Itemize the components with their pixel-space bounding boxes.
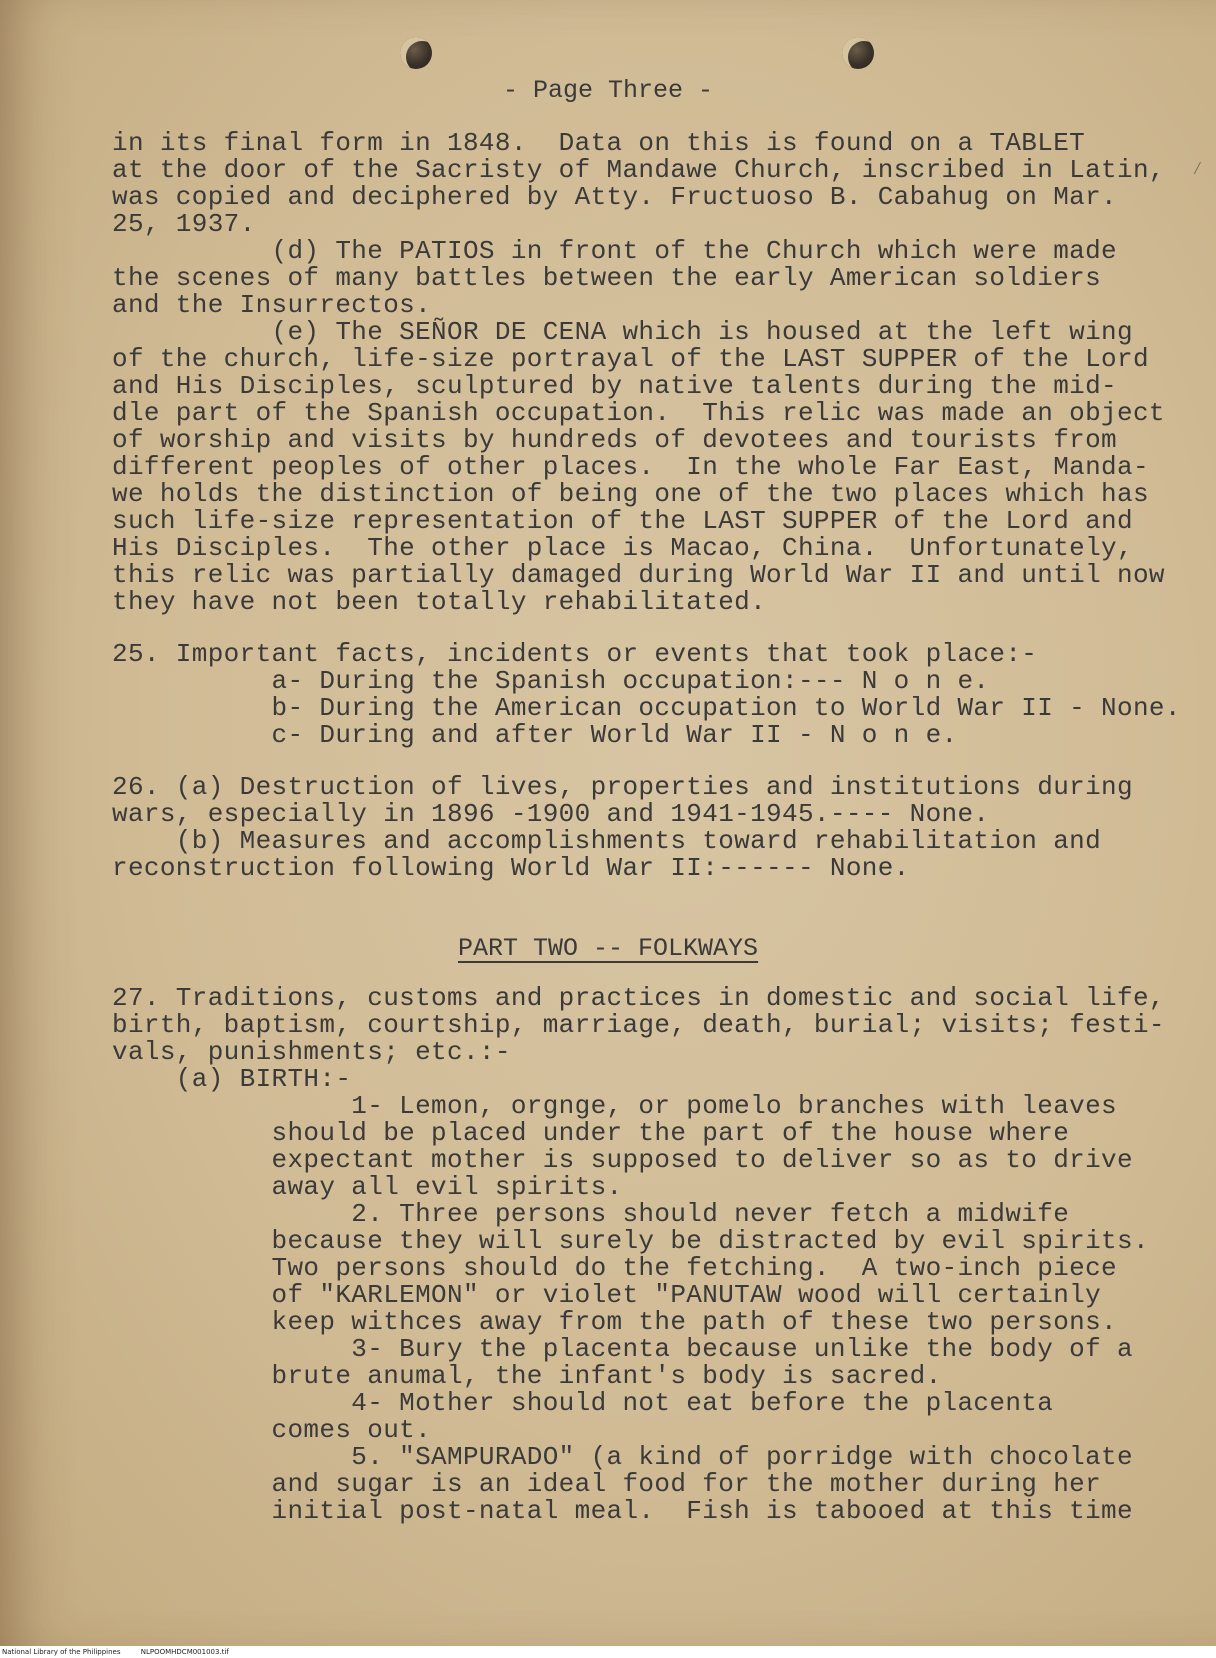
- text-line: we holds the distinction of being one of the two places which has: [112, 479, 1149, 509]
- page-title: - Page Three -: [502, 76, 714, 105]
- text-line: 2. Three persons should never fetch a midwife: [112, 1199, 1070, 1229]
- text-line: Two persons should do the fetching. A two-inch piece: [112, 1253, 1118, 1283]
- text-line: a- During the Spanish occupation:--- N o n e.: [112, 666, 990, 696]
- text-line: c- During and after World War II - N o n e.: [112, 720, 958, 750]
- text-line: comes out.: [112, 1415, 432, 1445]
- text-line: wars, especially in 1896 -1900 and 1941-1945.---- None.: [112, 799, 990, 829]
- text-line: the scenes of many battles between the early American soldiers: [112, 263, 1102, 293]
- text-line: expectant mother is supposed to deliver so as to drive: [112, 1145, 1133, 1175]
- text-line: b- During the American occupation to World War II - None.: [112, 693, 1181, 723]
- text-line: 27. Traditions, customs and practices in domestic and social life,: [112, 983, 1165, 1013]
- text-line: 25, 1937.: [112, 209, 256, 239]
- text-line: His Disciples. The other place is Macao, China. Unfortunately,: [112, 533, 1133, 563]
- text-line: and His Disciples, sculptured by native talents during the mid-: [112, 371, 1118, 401]
- text-line: (d) The PATIOS in front of the Church which were made: [112, 236, 1118, 266]
- text-line: (e) The SEÑOR DE CENA which is housed at the left wing: [112, 317, 1133, 347]
- text-line: birth, baptism, courtship, marriage, death, burial; visits; festi-: [112, 1010, 1165, 1040]
- text-line: (a) BIRTH:-: [112, 1064, 352, 1094]
- text-line: they have not been totally rehabilitated.: [112, 587, 767, 617]
- text-line: 25. Important facts, incidents or events that took place:-: [112, 639, 1038, 669]
- text-line: of "KARLEMON" or violet "PANUTAW wood will certainly: [112, 1280, 1102, 1310]
- text-line: and the Insurrectos.: [112, 290, 432, 320]
- text-line: 1- Lemon, orgnge, or pomelo branches with leaves: [112, 1091, 1118, 1121]
- text-line: of the church, life-size portrayal of the LAST SUPPER of the Lord: [112, 344, 1149, 374]
- text-line: reconstruction following World War II:------ None.: [112, 853, 910, 883]
- text-line: brute anumal, the infant's body is sacred.: [112, 1361, 942, 1391]
- text-line: because they will surely be distracted by evil spirits.: [112, 1226, 1149, 1256]
- text-line: (b) Measures and accomplishments toward rehabilitation and: [112, 826, 1102, 856]
- section-heading: PART TWO -- FOLKWAYS: [458, 934, 759, 963]
- punch-hole-icon: [400, 37, 432, 69]
- text-line: 5. "SAMPURADO" (a kind of porridge with chocolate: [112, 1442, 1133, 1472]
- text-line: dle part of the Spanish occupation. This relic was made an object: [112, 398, 1165, 428]
- text-line: of worship and visits by hundreds of devotees and tourists from: [112, 425, 1118, 455]
- margin-pencil-mark-icon: ⁄: [1192, 160, 1203, 180]
- text-line: keep withces away from the path of these two persons.: [112, 1307, 1118, 1337]
- text-line: and sugar is an ideal food for the mother during her: [112, 1469, 1102, 1499]
- scan-footer: [0, 1646, 1216, 1658]
- punch-hole-icon: [842, 37, 874, 69]
- footer-file-id: NLPOOMHDCM001003.tif: [140, 1648, 229, 1656]
- text-line: in its final form in 1848. Data on this is found on a TABLET: [112, 128, 1086, 158]
- text-line: different peoples of other places. In the whole Far East, Manda-: [112, 452, 1149, 482]
- text-line: at the door of the Sacristy of Mandawe Church, inscribed in Latin,: [112, 155, 1165, 185]
- text-line: this relic was partially damaged during World War II and until now: [112, 560, 1165, 590]
- text-line: was copied and deciphered by Atty. Fructuoso B. Cabahug on Mar.: [112, 182, 1118, 212]
- footer-library: National Library of the Philippines: [2, 1648, 121, 1656]
- text-line: 4- Mother should not eat before the placenta: [112, 1388, 1054, 1418]
- text-line: away all evil spirits.: [112, 1172, 623, 1202]
- text-line: 3- Bury the placenta because unlike the body of a: [112, 1334, 1133, 1364]
- text-line: such life-size representation of the LAST SUPPER of the Lord and: [112, 506, 1133, 536]
- text-line: should be placed under the part of the house where: [112, 1118, 1070, 1148]
- text-line: 26. (a) Destruction of lives, properties and institutions during: [112, 772, 1133, 802]
- text-line: vals, punishments; etc.:-: [112, 1037, 511, 1067]
- text-line: initial post-natal meal. Fish is tabooed at this time: [112, 1496, 1133, 1526]
